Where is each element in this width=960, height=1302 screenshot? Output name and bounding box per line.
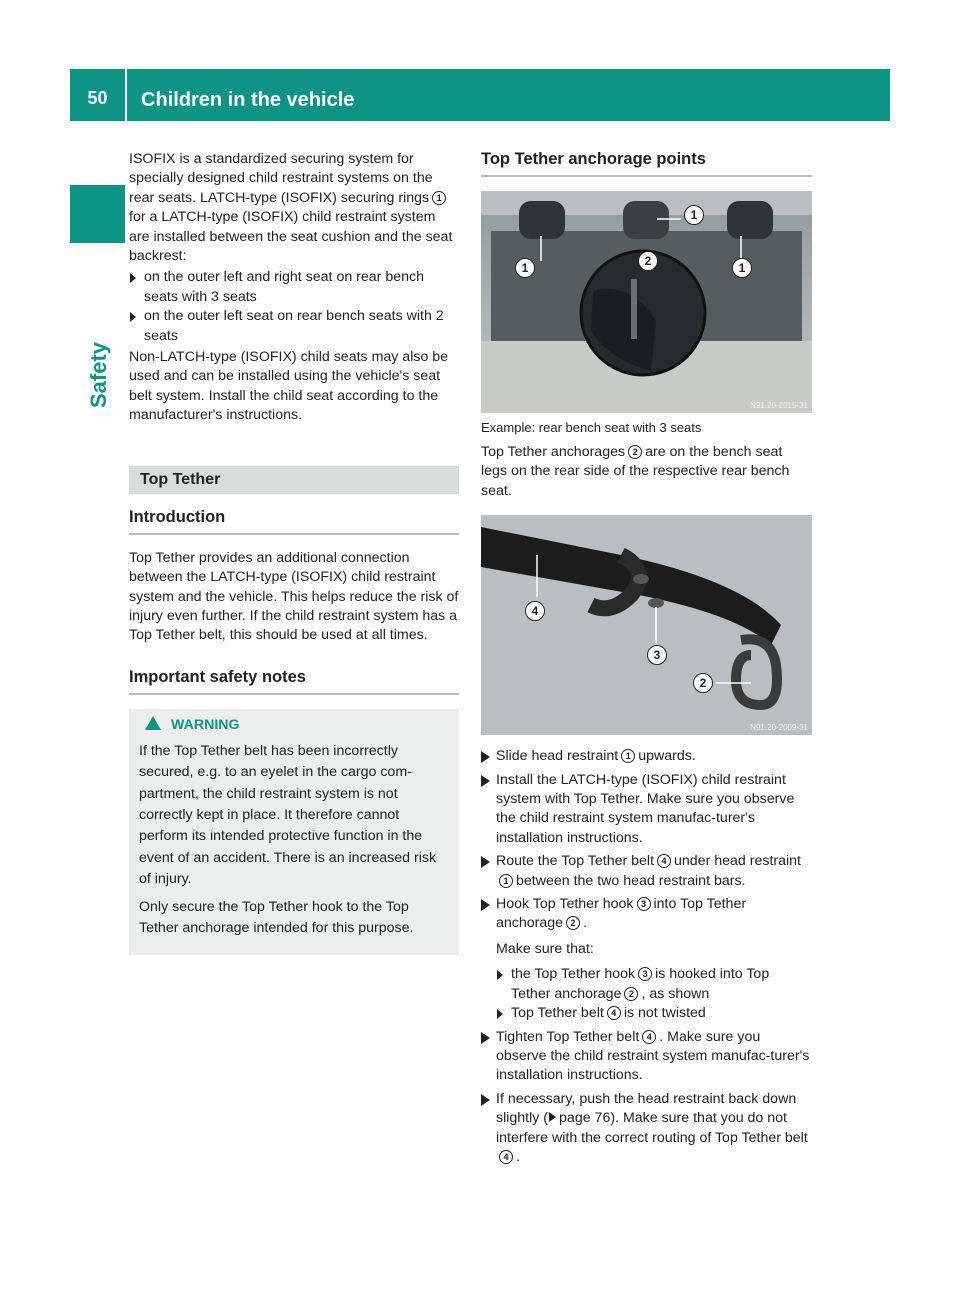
left-column — [129, 150, 459, 955]
photo-code: N91.20-2015-31 — [750, 401, 808, 410]
step-item: If necessary, push the head restraint back down slightly ( page 76). Make sure that you do not interfere with the correct routing of Top Tether belt4 . — [481, 1090, 812, 1168]
bullet-icon — [130, 312, 136, 322]
photo-callout-1: 1 — [684, 205, 704, 225]
list-item: the Top Tether hook 3 is hooked into Top Tether anchorage 2 , as shown — [496, 965, 812, 1004]
anchorage-points-heading: Top Tether anchorage points — [481, 150, 812, 177]
photo-code: N91.20-2009-31 — [750, 723, 808, 733]
warning-text-secondary: Only secure the Top Tether hook to the Top Tether anchorage intended for this purpose. — [139, 898, 414, 936]
seat-bullet-list — [129, 268, 459, 346]
photo-callout-4: 4 — [525, 601, 545, 621]
list-item: Top Tether belt 4 is not twisted — [496, 1004, 812, 1023]
warning-box — [129, 709, 459, 956]
step-arrow-icon — [481, 775, 490, 787]
bullet-icon — [497, 970, 503, 980]
introduction-text: Top Tether provides an additional connection between the LATCH-type (ISOFIX) child restraint system and the vehicle. This helps reduce the risk of injury even further. If the child restraint system has a Top Tether belt, this should be used at all times. — [129, 549, 459, 644]
top-tether-hook-photo — [481, 515, 812, 735]
step-arrow-icon — [481, 1032, 490, 1044]
make-sure-label: Make sure that: — [496, 940, 594, 957]
photo-callout-1: 1 — [515, 258, 535, 278]
step-arrow-icon — [481, 1094, 490, 1106]
callout-number: 2 — [566, 916, 580, 930]
make-sure-list — [496, 965, 812, 1023]
right-column — [481, 150, 812, 1171]
rear-bench-seat-photo — [481, 191, 812, 413]
step-arrow-icon — [481, 856, 490, 868]
callout-number: 2 — [628, 445, 642, 459]
step-arrow-icon — [481, 751, 490, 763]
callout-number: 3 — [638, 967, 652, 981]
warning-text: If the Top Tether belt has been incorrectly secured, e.g. to an eyelet in the cargo com-partment, the child restraint system is not correctly kept in place. It therefore cannot perform its intended protective function in the event of an accident. There is an increased risk of injury. — [139, 742, 437, 888]
photo-callout-1: 1 — [732, 258, 752, 278]
step-arrow-icon — [481, 899, 490, 911]
anchorage-text: Top Tether anchorages 2 are on the bench seat legs on the rear side of the respective rear bench seat. — [481, 444, 790, 499]
isofix-intro: ISOFIX is a standardized securing system for specially designed child restraint systems on the rear seats. LATCH-type (ISOFIX) securing rings 1for a LATCH-type (ISOFIX) child restraint system are installed between the seat cushion and the seat backrest: — [129, 151, 453, 265]
step-item: Slide head restraint 1 upwards. — [481, 747, 812, 766]
step-item: Hook Top Tether hook 3 into Top Tether anchorage 2 . Make sure that: the Top Tether hook 3 is hooked into Top Tether anchorage 2 , as shown Top Tether belt 4 is not twisted — [481, 895, 812, 1023]
callout-number: 4 — [642, 1030, 656, 1044]
step-item: Route the Top Tether belt 4 under head restraint1 between the two head restraint bars. — [481, 852, 812, 891]
page-reference-link[interactable]: page 76). Make sure that you do not interfere with the correct routing of Top Tether belt — [496, 1110, 808, 1146]
bullet-icon — [130, 273, 136, 283]
photo-callout-2: 2 — [693, 673, 713, 693]
photo-caption: Example: rear bench seat with 3 seats — [481, 420, 702, 435]
introduction-heading: Introduction — [129, 508, 459, 535]
section-title-top-tether: Top Tether — [129, 466, 459, 494]
callout-number: 2 — [624, 987, 638, 1001]
side-tab-label: Safety — [86, 341, 111, 409]
page-reference-arrow-icon — [549, 1112, 556, 1122]
warning-triangle-icon — [145, 716, 161, 730]
callout-number: 3 — [637, 897, 651, 911]
warning-header: WARNING — [139, 715, 449, 735]
bullet-icon — [497, 1009, 503, 1019]
photo-callout-3: 3 — [647, 645, 667, 665]
photo-callout-2: 2 — [638, 251, 658, 271]
rear-bench-seat-illustration — [481, 191, 812, 413]
callout-number: 1 — [621, 749, 635, 763]
callout-number: 4 — [607, 1006, 621, 1020]
list-item: on the outer left seat on rear bench seats with 2 seats — [129, 307, 459, 346]
header-divider — [125, 69, 127, 121]
list-item: on the outer left and right seat on rear bench seats with 3 seats — [129, 268, 459, 307]
safety-notes-heading: Important safety notes — [129, 668, 459, 695]
instruction-steps — [481, 747, 812, 1167]
step-item: Install the LATCH-type (ISOFIX) child restraint system with Top Tether. Make sure you observe the child restraint system manufac-turer's installation instructions. — [481, 771, 812, 849]
top-tether-hook-illustration — [481, 515, 812, 735]
side-tab-block — [70, 185, 125, 243]
callout-number: 1 — [499, 874, 513, 888]
page-number: 50 — [87, 88, 108, 108]
non-latch-paragraph: Non-LATCH-type (ISOFIX) child seats may also be used and can be installed using the vehicle's seat belt system. Install the child seat according to the manufacturer's instructions. — [129, 349, 449, 424]
callout-number: 1 — [432, 191, 446, 205]
callout-number: 4 — [657, 854, 671, 868]
step-item: Tighten Top Tether belt 4 . Make sure you observe the child restraint system manufac-turer's installation instructions. — [481, 1028, 812, 1086]
chapter-title: Children in the vehicle — [141, 89, 355, 111]
callout-number: 4 — [499, 1150, 513, 1164]
